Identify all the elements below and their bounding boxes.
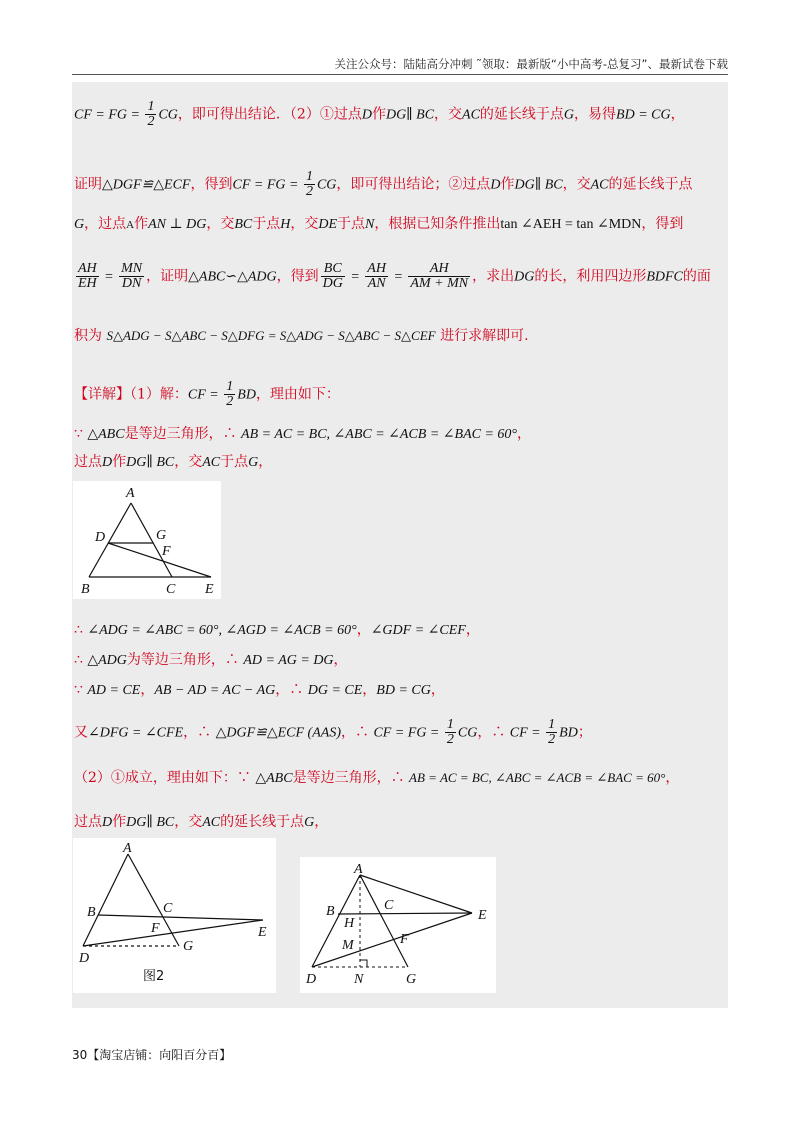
math-expr: BD = CG <box>376 683 431 698</box>
math-expr: DG = CE <box>307 683 363 698</box>
detail-line-6 <box>74 680 445 701</box>
text: ，理由如下： <box>255 386 340 403</box>
text: ∴ <box>74 622 88 638</box>
math-expr: CF = FG = <box>373 725 443 741</box>
text: ∵ <box>74 426 88 442</box>
math-expr: CF = <box>509 725 545 741</box>
figure-1 <box>73 481 221 599</box>
label-c: C <box>163 901 173 916</box>
fraction <box>408 262 470 291</box>
math-expr: AD = CE <box>87 683 141 698</box>
text: ，求出 <box>472 268 515 285</box>
math-expr: CG <box>158 107 178 123</box>
text: 的长，利用四边形 <box>534 268 647 285</box>
math-expr: DG∥ BC <box>126 455 175 470</box>
math-var: AC <box>202 455 221 470</box>
text: ， <box>333 652 348 668</box>
text: 于点 <box>337 216 366 232</box>
text: 证明 <box>74 176 102 193</box>
math-var: D <box>102 815 113 830</box>
math-var: G <box>563 107 575 123</box>
text: 作 <box>371 106 386 123</box>
denominator: 2 <box>305 184 313 199</box>
text: ，得到 <box>190 176 233 193</box>
segment-de <box>83 920 263 946</box>
math-var: N <box>365 217 375 232</box>
equals: = <box>100 269 118 285</box>
fraction <box>119 262 144 291</box>
page-number: 30 <box>72 1048 88 1062</box>
text: 作 <box>134 216 149 232</box>
math-var: A <box>126 219 135 231</box>
segment-de <box>108 543 211 577</box>
fraction <box>365 262 388 291</box>
label-a: A <box>123 841 132 856</box>
text: ，得到 <box>276 268 319 285</box>
detail-line-7 <box>74 718 592 747</box>
analysis-line-5 <box>74 326 529 346</box>
text: 是等边三角形，∴ <box>124 426 242 442</box>
shop-label: 【淘宝店铺：向阳百分百】 <box>87 1048 232 1062</box>
math-expr: AB = AC = BC, ∠ABC = ∠ACB = ∠BAC = 60° <box>409 770 666 785</box>
denominator: DG <box>322 276 343 291</box>
text: ，交 <box>562 176 591 193</box>
math-expr: AN ⊥ DG <box>148 217 207 232</box>
figure-caption: 图2 <box>143 969 165 984</box>
text: ； <box>577 724 592 741</box>
equals: = <box>389 269 407 285</box>
text: 积为 <box>74 328 102 344</box>
text: 【详解】（1）解： <box>74 386 188 403</box>
figure-3 <box>300 857 496 993</box>
math-expr: CF = FG = <box>74 107 144 123</box>
text: 为等边三角形，∴ <box>126 652 244 668</box>
math-expr: DG∥ BC <box>385 107 435 123</box>
header-divider <box>72 74 728 75</box>
math-var: G <box>248 455 259 470</box>
text: 作 <box>112 814 127 830</box>
text: ，交 <box>174 814 203 830</box>
label-c: C <box>384 898 394 913</box>
denominator: DN <box>121 276 142 291</box>
text: ， <box>362 682 377 698</box>
label-b: B <box>326 904 335 919</box>
math-var: AC <box>590 177 609 193</box>
text: ，交 <box>434 106 463 123</box>
math-expr: CF = FG = <box>232 177 302 193</box>
analysis-line-1 <box>74 100 685 129</box>
math-expr: ∠DFG = ∠CFE <box>88 725 184 741</box>
denominator: 2 <box>548 732 556 747</box>
numerator: 1 <box>446 717 454 732</box>
denominator: AN <box>367 276 386 291</box>
numerator: AH <box>367 261 386 276</box>
math-var: BD <box>237 387 256 403</box>
text: ，交 <box>290 216 319 232</box>
label-b: B <box>81 582 90 597</box>
right-angle-mark <box>360 960 367 967</box>
fraction <box>321 262 345 291</box>
triangle-diagram-2 <box>73 838 276 993</box>
text: 的面 <box>682 268 711 285</box>
text: 过点 <box>74 454 102 470</box>
label-g: G <box>156 528 167 543</box>
numerator: 1 <box>147 99 155 114</box>
text: 作 <box>500 176 515 193</box>
label-e: E <box>258 925 267 940</box>
text: 的延长线于点 <box>608 176 693 193</box>
label-d: D <box>306 972 317 987</box>
label-f: F <box>162 544 171 559</box>
detail-line-2 <box>74 424 531 445</box>
segment-be <box>338 913 472 914</box>
text: ，即可得出结论；②过点 <box>336 176 491 193</box>
text: ， <box>430 682 445 698</box>
math-expr: △ADG <box>87 653 127 668</box>
math-var: BD <box>559 725 578 741</box>
figure-2 <box>73 838 276 993</box>
text: 作 <box>112 454 127 470</box>
fraction <box>304 170 315 199</box>
text: ， <box>517 426 532 442</box>
math-expr: △DGF≌△ECF (AAS) <box>215 725 341 741</box>
math-expr: △ABC <box>255 771 293 786</box>
fraction <box>445 718 456 747</box>
math-expr: AB − AD = AC − AG <box>154 683 276 698</box>
segment-be <box>98 915 263 920</box>
label-e: E <box>478 908 487 923</box>
math-var: DG <box>514 269 535 285</box>
math-var: D <box>102 455 113 470</box>
math-var: D <box>490 177 501 193</box>
label-d: D <box>95 530 106 545</box>
math-var: D <box>361 107 372 123</box>
label-m: M <box>342 938 354 953</box>
label-f: F <box>400 932 409 947</box>
detail-line-3 <box>74 452 272 473</box>
math-var: G <box>74 217 85 232</box>
fraction <box>76 262 99 291</box>
text: 的延长线于点 <box>220 814 305 830</box>
math-expr: ∠ADG = ∠ABC = 60°, ∠AGD = ∠ACB = 60° <box>87 623 357 638</box>
text: 又 <box>74 724 88 741</box>
fraction <box>546 718 557 747</box>
numerator: AH <box>78 261 97 276</box>
text: ，交 <box>174 454 203 470</box>
text: ，易得 <box>574 106 617 123</box>
text: ∴ <box>74 652 88 668</box>
fraction <box>224 380 235 409</box>
label-b: B <box>87 905 96 920</box>
text: ， <box>140 682 155 698</box>
text: 过点 <box>74 814 102 830</box>
text: ，∴ <box>340 724 374 741</box>
analysis-line-3 <box>74 214 683 235</box>
denominator: AM + MN <box>410 276 469 291</box>
text: ∵ <box>74 682 88 698</box>
numerator: 1 <box>226 379 234 394</box>
math-expr: tan ∠AEH = tan ∠MDN <box>500 217 642 232</box>
text: 进行求解即可. <box>440 328 529 344</box>
text: ，∴ <box>477 724 510 741</box>
denominator: 2 <box>446 732 454 747</box>
detail-line-1 <box>74 380 340 409</box>
numerator: AH <box>408 262 470 277</box>
numerator: 1 <box>548 717 556 732</box>
label-g: G <box>183 939 194 954</box>
segment-ad <box>83 854 128 946</box>
numerator: BC <box>321 262 345 277</box>
label-h: H <box>344 916 355 931</box>
math-expr: △ABC∽△ADG <box>188 269 277 285</box>
math-expr: CG <box>316 177 337 193</box>
text: ， <box>465 622 480 638</box>
math-expr: BD = CG <box>616 107 671 123</box>
text: 于点 <box>252 216 281 232</box>
text: ， <box>314 814 329 830</box>
label-e: E <box>205 582 214 597</box>
label-a: A <box>126 486 135 501</box>
numerator: MN <box>121 261 143 276</box>
math-expr: CF = <box>187 387 223 403</box>
equals: = <box>346 269 364 285</box>
numerator: 1 <box>305 169 313 184</box>
text: ，即可得出结论．（2）①过点 <box>177 106 362 123</box>
detail-line-8 <box>74 768 679 789</box>
text: ， <box>356 622 371 638</box>
math-expr: AB = AC = BC, ∠ABC = ∠ACB = ∠BAC = 60° <box>241 427 518 442</box>
math-expr: △ABC <box>87 427 125 442</box>
label-a: A <box>354 862 363 877</box>
math-var: DE <box>318 217 338 232</box>
detail-line-4 <box>74 620 480 641</box>
math-var: G <box>304 815 315 830</box>
analysis-line-4 <box>74 262 711 291</box>
label-g: G <box>406 972 417 987</box>
analysis-line-2 <box>74 170 692 199</box>
label-d: D <box>79 951 90 966</box>
page-header: 关注公众号：陆陆高分冲刺 ˜领取：最新版“小中高考-总复习”、最新试卷下载 <box>334 57 728 71</box>
fraction <box>145 100 156 129</box>
label-n: N <box>354 972 364 987</box>
text: ，过点 <box>84 216 127 232</box>
text: ，∴ <box>275 682 308 698</box>
text: ， <box>665 770 680 786</box>
detail-line-5 <box>74 650 348 671</box>
text: ，得到 <box>641 216 684 232</box>
label-f: F <box>151 921 160 936</box>
text: 的延长线于点 <box>479 106 564 123</box>
text: 于点 <box>220 454 249 470</box>
denominator: 2 <box>147 114 155 129</box>
denominator: EH <box>78 276 97 291</box>
math-var: BDFC <box>646 269 683 285</box>
text: ，根据已知条件推出 <box>374 216 501 232</box>
page-footer <box>72 1046 231 1063</box>
detail-line-9 <box>74 812 328 833</box>
text: （2）①成立，理由如下：∵ <box>74 770 256 786</box>
math-var: BC <box>234 217 253 232</box>
math-expr: ∠GDF = ∠CEF <box>370 623 466 638</box>
math-expr: S△ADG − S△ABC − S△DFG = S△ADG − S△ABC − S△CEF <box>106 328 436 343</box>
text: ， <box>670 106 685 123</box>
math-expr: AD = AG = DG <box>243 653 334 668</box>
math-var: CG <box>457 725 478 741</box>
math-var: AC <box>462 107 480 123</box>
denominator: 2 <box>226 394 234 409</box>
math-expr: △DGF≌△ECF <box>102 177 191 193</box>
text: ，交 <box>206 216 235 232</box>
label-c: C <box>166 582 176 597</box>
text: ， <box>258 454 273 470</box>
text: 是等边三角形，∴ <box>292 770 410 786</box>
text: ，∴ <box>183 724 216 741</box>
math-expr: DG∥ BC <box>514 177 563 193</box>
text: ，证明 <box>146 268 189 285</box>
math-var: AC <box>202 815 221 830</box>
triangle-diagram-3 <box>300 857 496 993</box>
triangle-diagram-1 <box>73 481 221 599</box>
math-var: H <box>280 217 291 232</box>
math-expr: DG∥ BC <box>126 815 175 830</box>
